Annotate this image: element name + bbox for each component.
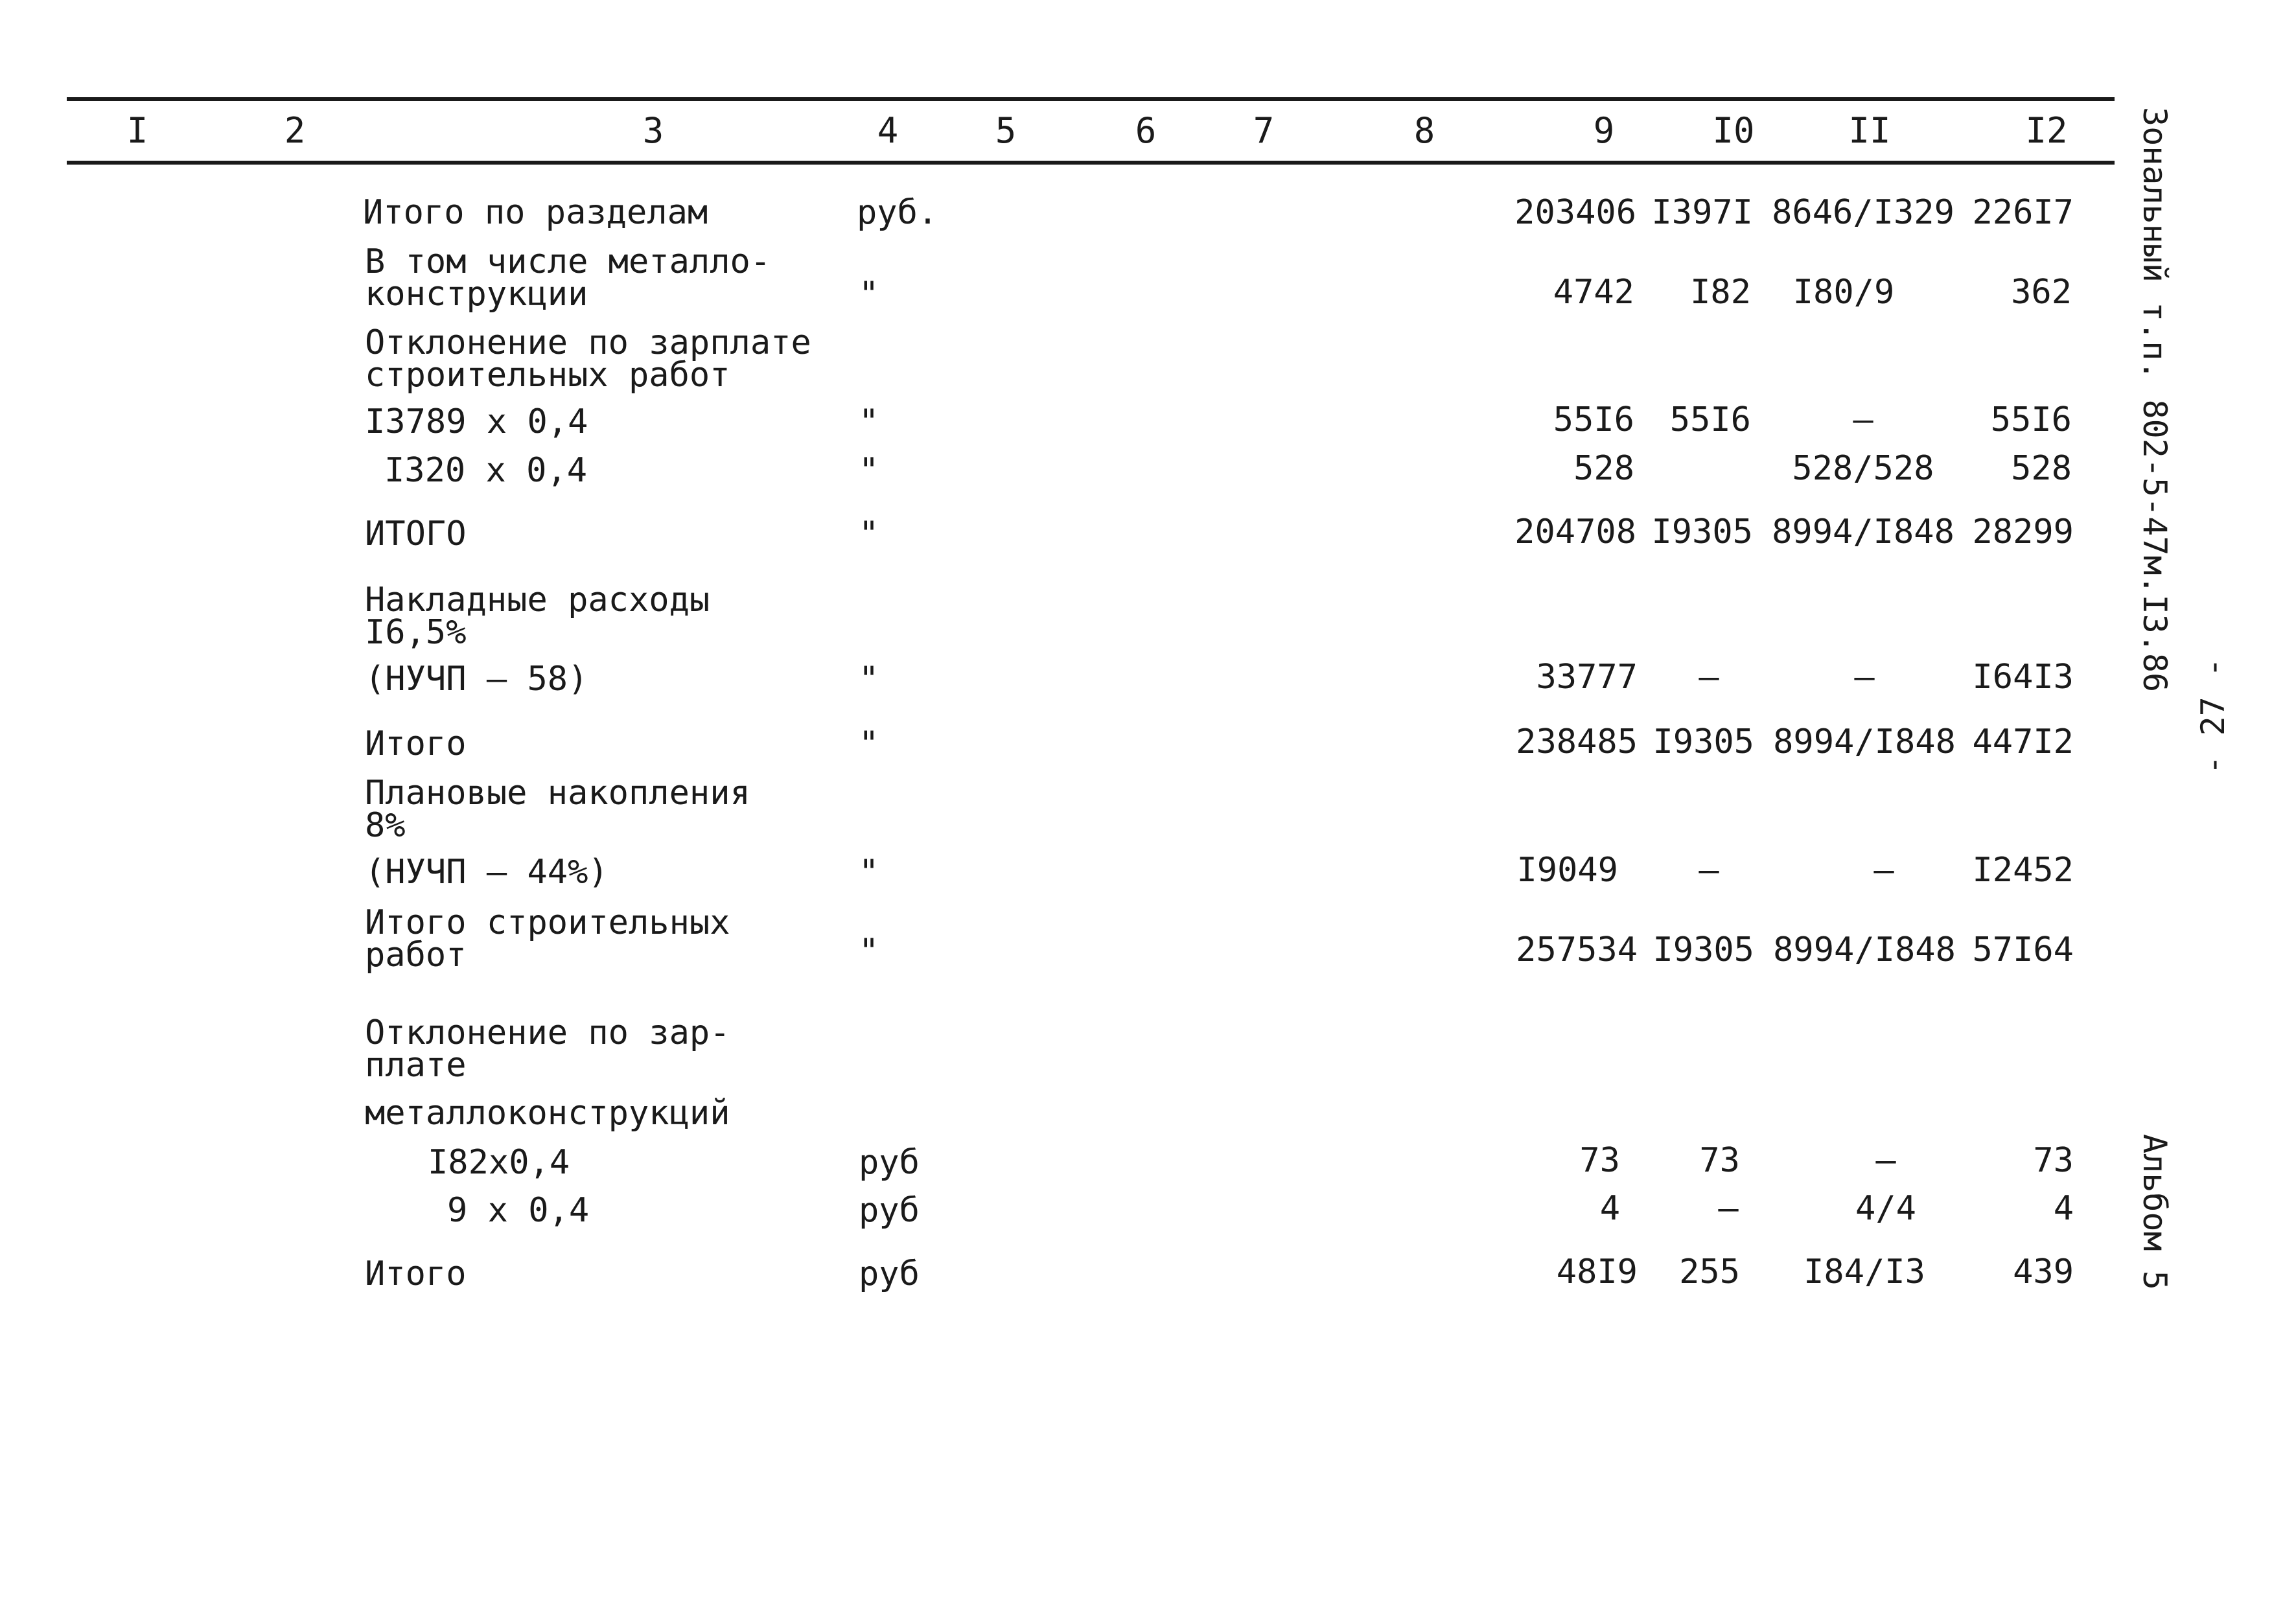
cell-col10: 255 [1679, 1253, 1740, 1291]
col-header-4: 4 [877, 110, 899, 151]
row-label: I320 x 0,4 [384, 451, 588, 490]
cell-col9: 4742 [1553, 273, 1634, 312]
cell-col11: 528/528 [1792, 449, 1934, 488]
cell-col9: I9049 [1516, 851, 1618, 890]
page-number: - 27 - [2194, 658, 2232, 775]
header-top-rule [67, 97, 2115, 101]
cell-col11: 8646/I329 [1772, 193, 1954, 232]
row-label: 9 x 0,4 [447, 1191, 590, 1230]
cell-col12: 528 [2011, 449, 2072, 488]
cell-col11: – [1873, 851, 1894, 890]
cell-col12: 4 [2053, 1189, 2074, 1228]
cell-col11: – [1853, 400, 1873, 439]
row-label-continued: плате [365, 1046, 467, 1085]
cell-col9: 55I6 [1553, 400, 1634, 439]
cell-col9: 257534 [1516, 931, 1638, 969]
cell-col10: I9305 [1651, 513, 1753, 551]
col-header-10: I0 [1712, 110, 1755, 151]
cell-col9: 4 [1599, 1189, 1620, 1228]
row-label: В том числе металло- [365, 242, 771, 281]
cell-col11: – [1854, 658, 1875, 697]
row-label: Плановые накопления [365, 774, 750, 813]
row-unit: " [859, 660, 879, 699]
cell-col12: 28299 [1972, 513, 2074, 551]
cell-col11: 4/4 [1855, 1189, 1916, 1228]
col-header-11: II [1848, 110, 1891, 151]
col-header-3: 3 [642, 110, 664, 151]
row-label-continued: I6,5% [365, 613, 467, 652]
cell-col12: 447I2 [1972, 723, 2074, 761]
col-header-5: 5 [995, 110, 1017, 151]
row-label: (НУЧП – 44%) [365, 853, 609, 892]
cell-col12: 439 [2013, 1253, 2074, 1291]
row-label: Итого по разделам [363, 193, 708, 232]
cell-col9: 73 [1579, 1141, 1620, 1180]
row-unit: " [859, 275, 879, 314]
col-header-1: I [126, 110, 148, 151]
cell-col12: 362 [2011, 273, 2072, 312]
cell-col12: I2452 [1972, 851, 2074, 890]
cell-col11: I80/9 [1792, 273, 1895, 312]
cell-col9: 528 [1573, 449, 1634, 488]
row-unit: " [859, 514, 879, 553]
cell-col9: 204708 [1514, 513, 1636, 551]
cell-col9: 238485 [1516, 723, 1638, 761]
row-unit: руб. [857, 193, 938, 232]
col-header-7: 7 [1253, 110, 1275, 151]
row-unit: " [859, 451, 879, 490]
row-label: Отклонение по зар- [365, 1013, 730, 1052]
cell-col12: 55I6 [1990, 400, 2072, 439]
row-label-continued: работ [365, 936, 467, 975]
cell-col12: 73 [2033, 1141, 2074, 1180]
header-bottom-rule [67, 161, 2115, 165]
row-label: металлоконструкций [365, 1094, 730, 1133]
cell-col12: 226I7 [1972, 193, 2074, 232]
cell-col12: 57I64 [1972, 931, 2074, 969]
cell-col10: – [1699, 658, 1719, 697]
row-label: Отклонение по зарплате [365, 323, 811, 362]
cell-col11: – [1875, 1141, 1896, 1180]
row-label: Накладные расходы [365, 581, 710, 619]
col-header-8: 8 [1413, 110, 1435, 151]
row-label-continued: конструкции [365, 275, 588, 314]
row-label: (НУЧП – 58) [365, 660, 588, 699]
row-unit: " [859, 402, 879, 441]
cell-col11: 8994/I848 [1772, 513, 1954, 551]
row-unit: руб [859, 1143, 920, 1182]
row-label: I3789 x 0,4 [365, 402, 588, 441]
cell-col10: I397I [1651, 193, 1753, 232]
row-unit: руб [859, 1191, 920, 1230]
cell-col10: I9305 [1652, 931, 1754, 969]
cell-col11: I84/I3 [1803, 1253, 1925, 1291]
row-label: ИТОГО [365, 514, 467, 553]
album-label: Альбом 5 [2136, 1134, 2174, 1290]
col-header-12: I2 [2025, 110, 2068, 151]
cell-col10: 55I6 [1669, 400, 1751, 439]
col-header-6: 6 [1135, 110, 1157, 151]
cell-col11: 8994/I848 [1773, 723, 1956, 761]
cell-col10: I9305 [1652, 723, 1754, 761]
row-label: Итого строительных [365, 903, 730, 942]
col-header-2: 2 [284, 110, 306, 151]
row-unit: " [859, 724, 879, 763]
project-code-margin: Зональный т.п. 802-5-47м.I3.86 [2136, 107, 2174, 693]
row-label-continued: строительных работ [365, 356, 730, 395]
row-label-continued: 8% [365, 806, 406, 845]
row-unit: " [859, 853, 879, 892]
cell-col9: 48I9 [1556, 1253, 1638, 1291]
row-unit: руб [859, 1254, 920, 1293]
row-label: Итого [365, 724, 467, 763]
cell-col10: – [1699, 851, 1719, 890]
cell-col9: 33777 [1536, 658, 1638, 697]
cell-col11: 8994/I848 [1773, 931, 1956, 969]
cell-col10: – [1718, 1189, 1739, 1228]
cell-col12: I64I3 [1972, 658, 2074, 697]
row-unit: " [859, 932, 879, 971]
row-label: Итого [365, 1254, 467, 1293]
row-label: I82x0,4 [428, 1143, 570, 1182]
cell-col10: I82 [1690, 273, 1751, 312]
cell-col9: 203406 [1514, 193, 1636, 232]
col-header-9: 9 [1593, 110, 1615, 151]
cell-col10: 73 [1699, 1141, 1740, 1180]
